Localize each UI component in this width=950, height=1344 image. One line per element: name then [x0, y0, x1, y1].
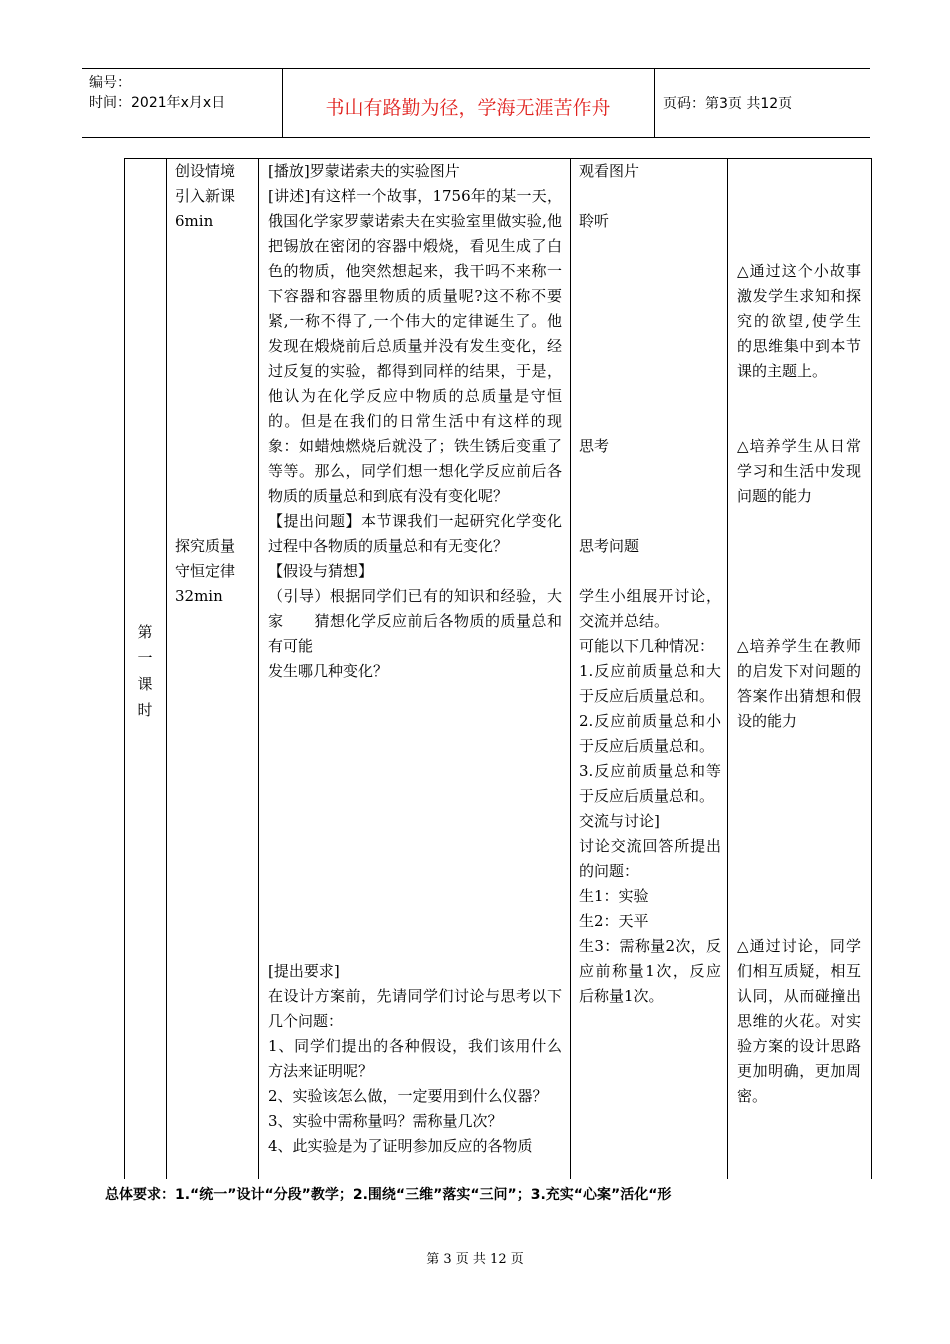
column-divider	[166, 159, 167, 1179]
period-label: 第一课时	[137, 623, 153, 719]
teacher-line: [提出要求]	[268, 962, 340, 980]
stage-line: 创设情境	[175, 162, 236, 180]
header-divider	[654, 69, 655, 137]
teacher-paragraph: 2、实验该怎么做，一定要用到什么仪器？	[268, 1087, 548, 1105]
stage-line: 守恒定律	[175, 562, 236, 580]
teacher-line: 发生哪几种变化？	[268, 662, 389, 680]
stage-explore	[175, 534, 259, 609]
column-divider	[258, 159, 259, 1179]
teacher-paragraph: 1、同学们提出的各种假设，我们该用什么方法来证明呢？	[268, 1037, 562, 1080]
student-discussion	[579, 584, 721, 1009]
teacher-line: 3、实验中需称量吗？需称量几次？	[268, 1112, 503, 1130]
student-paragraph: 3.反应前质量总和等于反应后质量总和。	[579, 762, 721, 805]
intent-note: △通过讨论，同学们相互质疑，相互认同，从而碰撞出思维的火花。对实验方案的设计思路更加明确，更加周密。	[737, 937, 861, 1105]
student-paragraph: 学生小组展开讨论，交流并总结。	[579, 587, 721, 630]
student-line: 生2：天平	[579, 912, 649, 930]
document-header	[82, 68, 870, 138]
student-paragraph: 1.反应前质量总和大于反应后质量总和。	[579, 662, 721, 705]
overall-requirement: 总体要求：1.“统一”设计“分段”教学；2.围绕“三维”落实“三问”；3.充实“心案”活化“形	[105, 1187, 672, 1203]
teacher-line: 4、此实验是为了证明参加反应的各物质	[268, 1137, 533, 1155]
teacher-paragraph: [讲述]有这样一个故事，1756年的某一天，俄国化学家罗蒙诺索夫在实验室里做实验,他把锡放在密闭的容器中煅烧，看见生成了白色的物质，他突然想起来，我干吗不来称一下容器和容器里物质的质量呢?这不称不要紧,一称不得了,一个伟大的定律诞生了。他发现在煅烧前后总质量并没有发生变化，经过反复的实验，都得到同样的结果，于是，他认为在化学反应中物质的总质量是守恒的。但是在我们的日常生活中有这样的现象：如蜡烛燃烧后就没了；铁生锈后变重了等等。那么，同学们想一想化学反应前后各物质的质量总和到底有没有变化呢？	[268, 187, 562, 505]
number-label: 编号：	[89, 75, 131, 91]
stage-intro	[175, 159, 259, 234]
student-line: 聆听	[579, 212, 610, 230]
teacher-paragraph: （引导）根据同学们已有的知识和经验，大家 猜想化学反应前后各物质的质量总和有可能	[268, 587, 562, 655]
student-line: 观看图片	[579, 162, 640, 180]
page-info: 页码：第3页 共12页	[663, 96, 793, 112]
student-paragraph: 2.反应前质量总和小于反应后质量总和。	[579, 712, 721, 755]
teacher-paragraph: 在设计方案前，先请同学们讨论与思考以下几个问题：	[268, 987, 562, 1030]
student-line: 思考	[579, 437, 610, 455]
student-paragraph: 可能以下几种情况：	[579, 637, 715, 655]
teacher-line: 【假设与猜想】	[268, 562, 374, 580]
student-line: 思考问题	[579, 537, 640, 555]
intent-note: △培养学生从日常学习和生活中发现问题的能力	[737, 437, 861, 505]
student-line: 生1：实验	[579, 887, 649, 905]
student-paragraph: 讨论交流回答所提出的问题：	[579, 837, 721, 880]
intent-note: △通过这个小故事激发学生求知和探究的欲望,使学生的思维集中到本节课的主题上。	[737, 262, 861, 380]
stage-line: 32min	[175, 587, 223, 605]
stage-line: 引入新课	[175, 187, 236, 205]
stage-line: 6min	[175, 212, 214, 230]
teacher-line: [播放]罗蒙诺索夫的实验图片	[268, 162, 460, 180]
stage-line: 探究质量	[175, 537, 236, 555]
time-label: 时间：2021年x月x日	[89, 95, 226, 111]
student-line: 交流与讨论]	[579, 812, 660, 830]
column-divider	[727, 159, 728, 1179]
column-divider	[570, 159, 571, 1179]
header-meta	[89, 73, 225, 113]
student-paragraph: 生3：需称量2次，反应前称量1次，反应后称量1次。	[579, 937, 721, 1005]
teacher-requirements	[268, 959, 562, 1159]
lesson-table	[124, 158, 872, 1179]
intent-note: △培养学生在教师的启发下对问题的答案作出猜想和假设的能力	[737, 637, 861, 730]
teacher-activity	[268, 159, 562, 684]
teacher-paragraph: 【提出问题】本节课我们一起研究化学变化过程中各物质的质量总和有无变化？	[268, 512, 562, 555]
page-footer: 第 3 页 共 12 页	[426, 1252, 524, 1267]
motto: 书山有路勤为径，学海无涯苦作舟	[325, 97, 611, 119]
